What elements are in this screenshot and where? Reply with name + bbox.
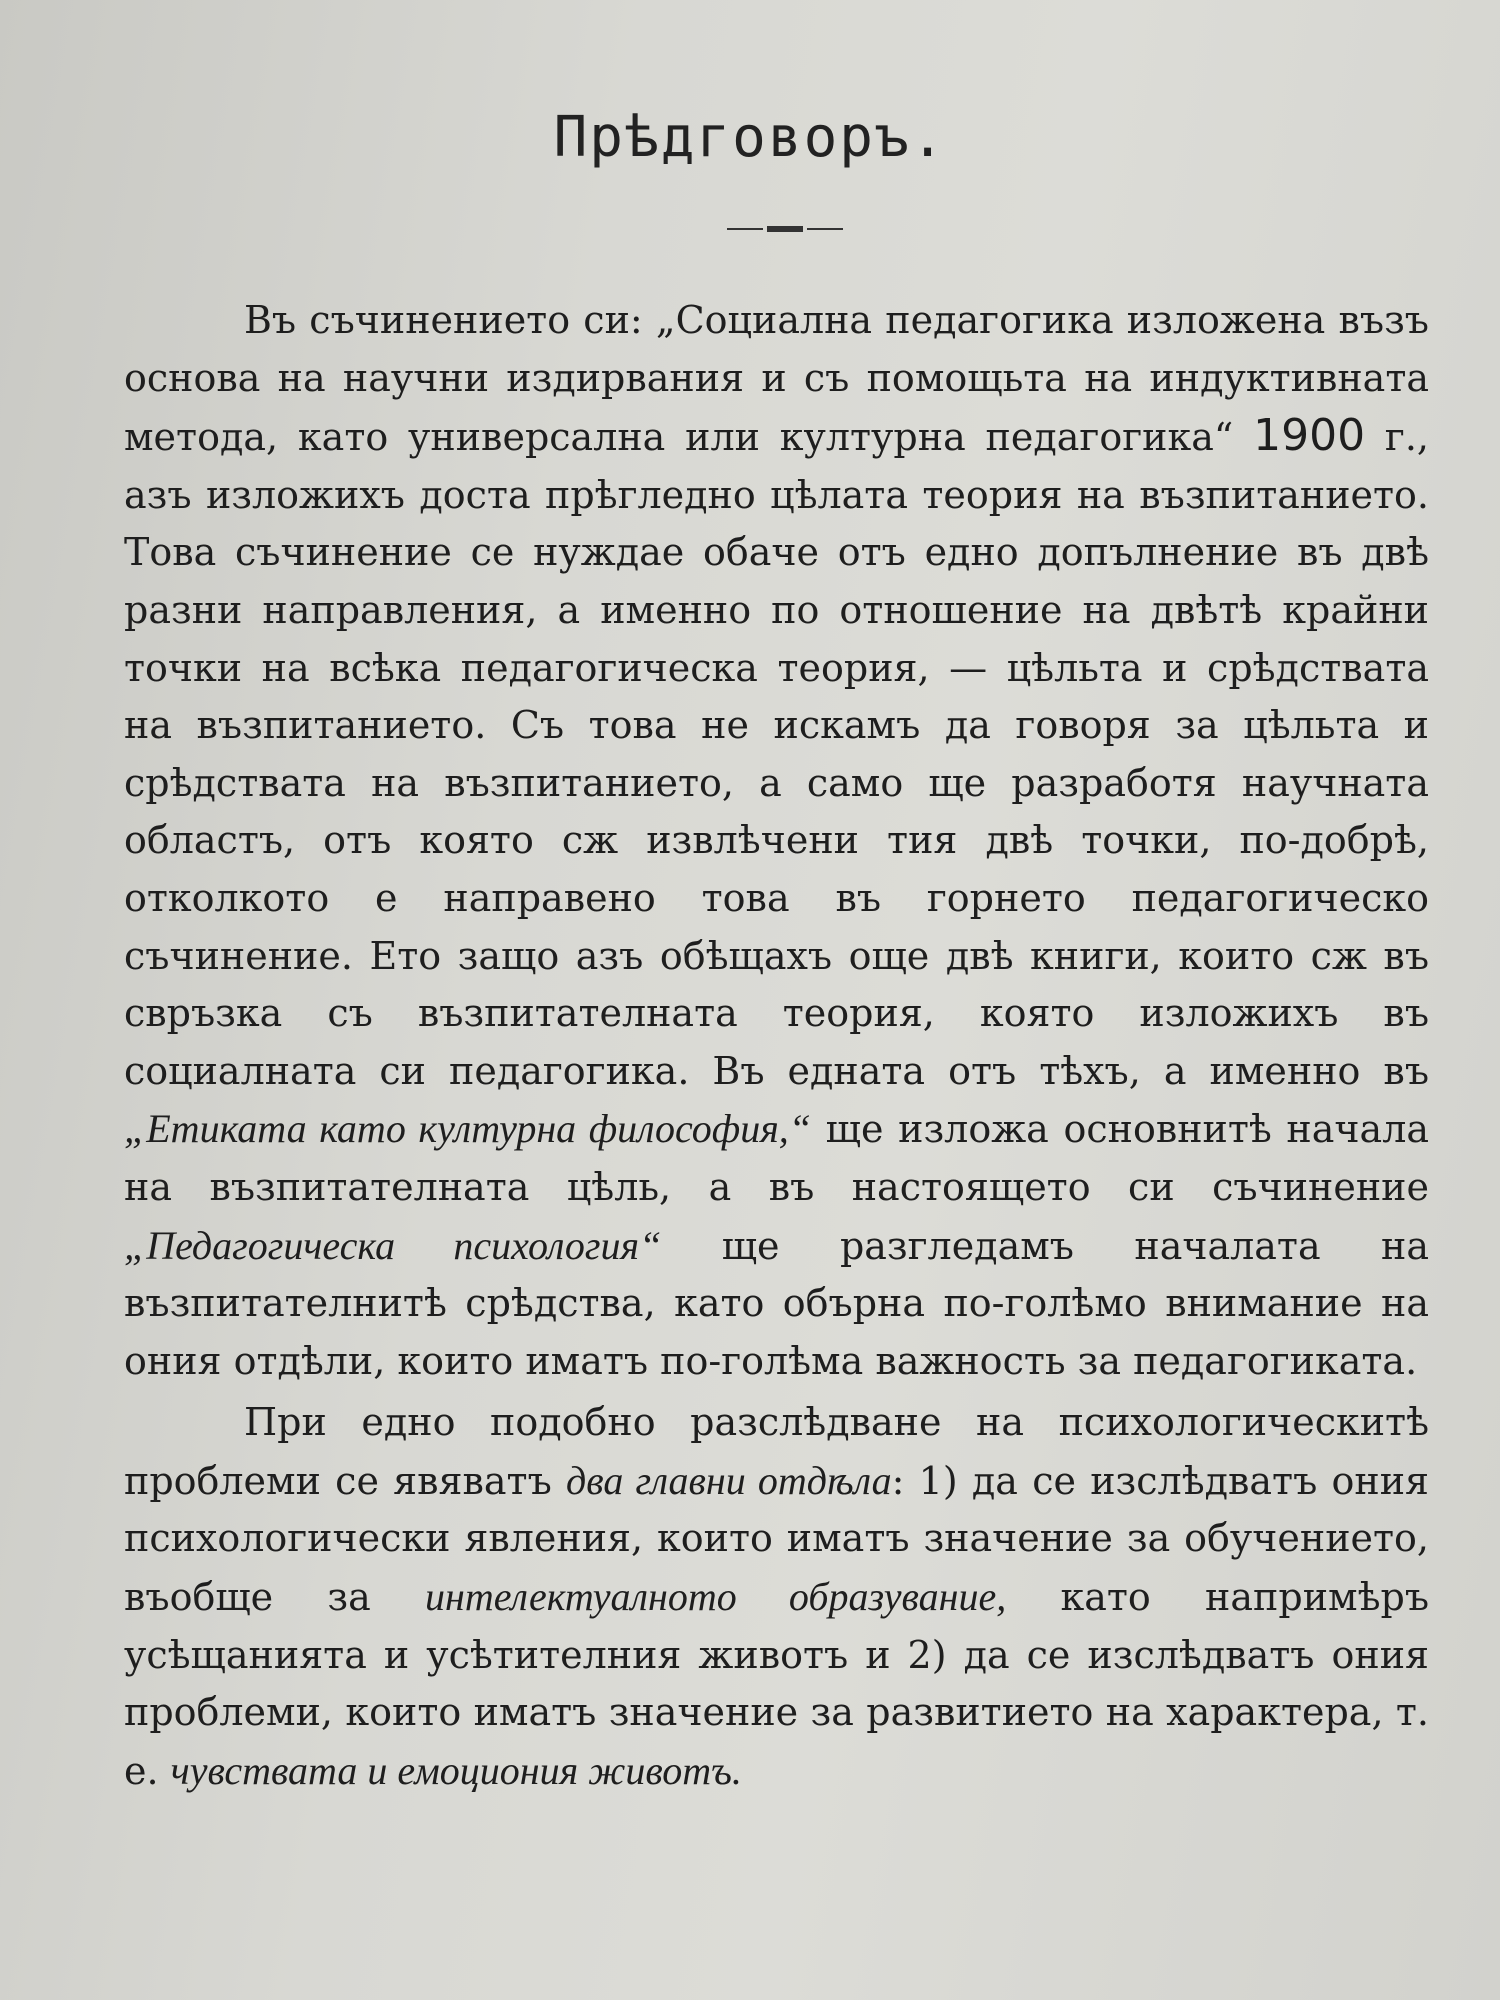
paragraph-1-year: 1900: [1253, 410, 1366, 462]
paragraph-2-italic-emotions: чувствата и емоциония животъ.: [170, 1747, 742, 1793]
paragraph-2-italic-sections: два главни отдѣла: [566, 1457, 892, 1503]
paragraph-2-text-c: като напримѣръ усѣщанията и усѣтителния животъ и 2) да се изслѣдватъ ония проблеми, които иматъ значение за развитието на характера, т. е.: [124, 1575, 1429, 1793]
paragraph-2-italic-intellectual: интелектуалното образувание,: [425, 1574, 1007, 1620]
paragraph-2-text-a: При едно подобно разслѣдване на психологическитѣ проблеми се явяватъ: [124, 1400, 1429, 1503]
paragraph-2: [124, 1394, 1429, 1800]
paragraph-1-italic-ethics-title: „Етиката като културна философия,“: [124, 1106, 812, 1152]
paragraph-1-text-d: ще разгледамъ началата на възпитателнитѣ срѣдства, като обърна по-голѣмо внимание на ония отдѣли, които иматъ по-голѣма важность за педагогиката.: [124, 1223, 1429, 1383]
paragraph-1: [124, 292, 1429, 1390]
page-title: Прѣдговоръ.: [553, 105, 947, 170]
paragraph-1-text-c: ще изложа основнитѣ начала на възпитателната цѣль, а въ настоящето си съчинение: [124, 1107, 1429, 1209]
paragraph-1-text-a: Въ съчинението си: „Социална педагогика изложена възъ основа на научни издирвания и съ помощьта на индуктивната метода, като универсална или културна педагогика“: [124, 298, 1429, 460]
paragraph-1-text-b: г., азъ изложихъ доста прѣгледно цѣлата теория на възпитанието. Това съчинение се нуждае обаче отъ едно допълнение въ двѣ разни направления, а именно по отношение на двѣтѣ крайни точки на всѣка педагогическа теория, — цѣльта и срѣдствата на възпитанието. Съ това не искамъ да говоря за цѣльта и срѣдствата на възпитанието, а само ще разработя научната областъ, отъ която сж извлѣчени тия двѣ точки, по-добрѣ, отколкото е направено това въ горнето педагогическо съчинение. Ето защо азъ обѣщахъ още двѣ книги, които сж въ свръзка съ възпитателната теория, която изложихъ въ социалната си педагогика. Въ едната отъ тѣхъ, а именно въ: [124, 415, 1429, 1093]
body-text: [124, 292, 1429, 1800]
paragraph-2-text-b: : 1) да се изслѣдватъ ония психологически явления, които иматъ значение за обучението, въобще за: [124, 1458, 1430, 1620]
paragraph-1-italic-psychology-title: „Педагогическа психология“: [124, 1222, 662, 1268]
title-ornament-divider: [725, 224, 845, 234]
